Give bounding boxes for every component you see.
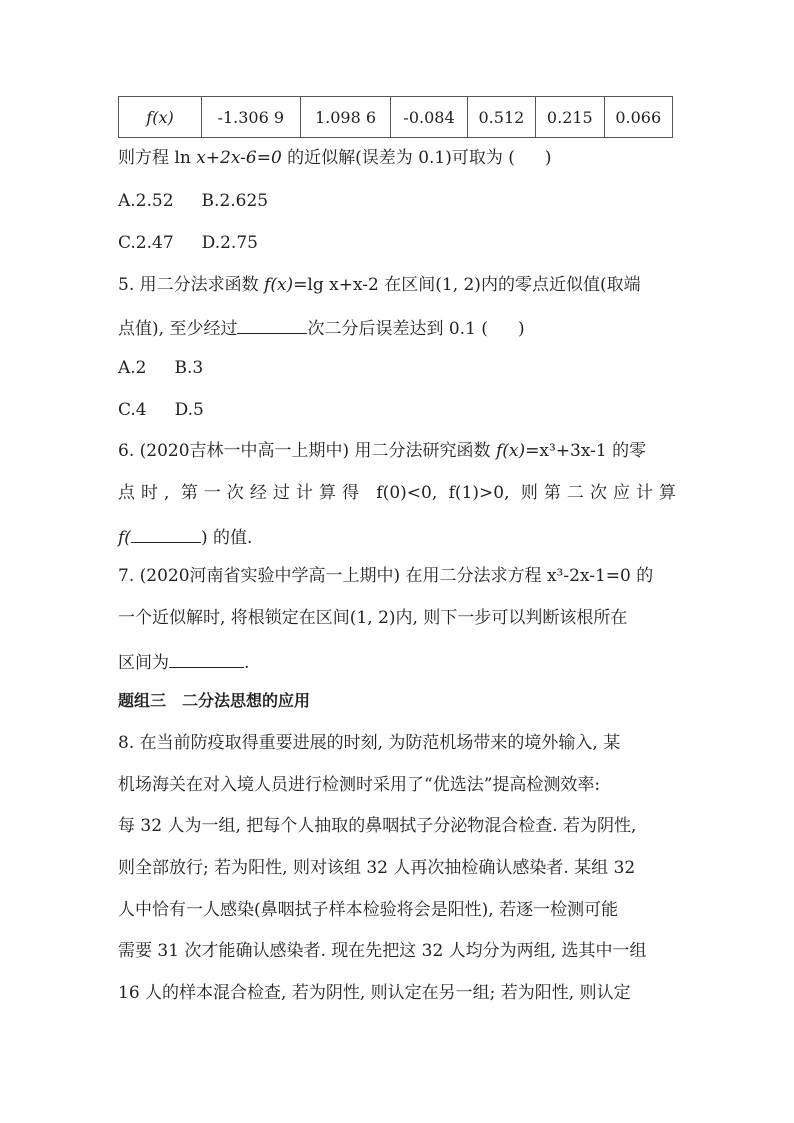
- q7-line-3: 区间为 .: [118, 653, 250, 673]
- table-cell: 1.098 6: [300, 97, 391, 138]
- q8-line: 16 人的样本混合检查, 若为阴性, 则认定在另一组; 若为阳性, 则认定: [118, 983, 631, 1003]
- option-a: A.2.52: [118, 191, 174, 211]
- q6-line-3: f( ) 的值.: [118, 528, 253, 548]
- table-row-label: f(x): [119, 97, 202, 138]
- table-cell: 0.215: [536, 97, 604, 138]
- q8-line: 8. 在当前防疫取得重要进展的时刻, 为防范机场带来的境外输入, 某: [118, 733, 621, 753]
- q8-line: 每 32 人为一组, 把每个人抽取的鼻咽拭子分泌物混合检查. 若为阴性,: [118, 816, 637, 836]
- q8-line: 则全部放行; 若为阳性, 则对该组 32 人再次抽检确认感染者. 某组 32: [118, 858, 636, 878]
- q5-line-2: 点值), 至少经过 次二分后误差达到 0.1 ( ): [118, 319, 525, 339]
- answer-blank[interactable]: [237, 318, 307, 334]
- q5-options-row-1: [118, 360, 203, 377]
- q7-line-1: 7. (2020河南省实验中学高一上期中) 在用二分法求方程 x³-2x-1=0 的: [118, 566, 654, 586]
- option-c: C.4: [118, 400, 147, 420]
- q5-options-row-2: [118, 402, 204, 419]
- table-cell: 0.066: [604, 97, 672, 138]
- q4-stem: 则方程 ln x+2x-6=0 的近似解(误差为 0.1)可取为 ( ): [118, 148, 552, 168]
- q8-line: 人中恰有一人感染(鼻咽拭子样本检验将会是阳性), 若逐一检测可能: [118, 900, 619, 920]
- option-b: B.3: [174, 358, 204, 378]
- q6-line-1: 6. (2020吉林一中高一上期中) 用二分法研究函数 f(x)=x³+3x-1 的零: [118, 441, 647, 461]
- answer-blank[interactable]: [169, 652, 244, 668]
- q7-line-2: 一个近似解时, 将根锁定在区间(1, 2)内, 则下一步可以判断该根所在: [118, 608, 628, 628]
- option-b: B.2.625: [201, 191, 269, 211]
- q6-line-2: 点时, 第一次经过计算得 f(0)<0, f(1)>0, 则第二次应计算: [118, 483, 676, 503]
- section-heading: 题组三 二分法思想的应用: [118, 691, 311, 710]
- option-d: D.2.75: [201, 233, 258, 253]
- answer-blank[interactable]: [131, 527, 201, 543]
- q4-options-row-2: [118, 235, 258, 252]
- table-row: [119, 97, 673, 138]
- function-value-table: [118, 96, 673, 138]
- q8-line: 机场海关在对入境人员进行检测时采用了“优选法”提高检测效率:: [118, 775, 601, 795]
- table-cell: -0.084: [391, 97, 467, 138]
- option-c: C.2.47: [118, 233, 174, 253]
- q4-options-row-1: [118, 193, 268, 210]
- table-cell: 0.512: [467, 97, 535, 138]
- q5-line-1: 5. 用二分法求函数 f(x)=lg x+x-2 在区间(1, 2)内的零点近似值(取端: [118, 275, 641, 295]
- option-a: A.2: [118, 358, 147, 378]
- option-d: D.5: [174, 400, 204, 420]
- table-cell: -1.306 9: [202, 97, 301, 138]
- q8-line: 需要 31 次才能确认感染者. 现在先把这 32 人均分为两组, 选其中一组: [118, 941, 647, 961]
